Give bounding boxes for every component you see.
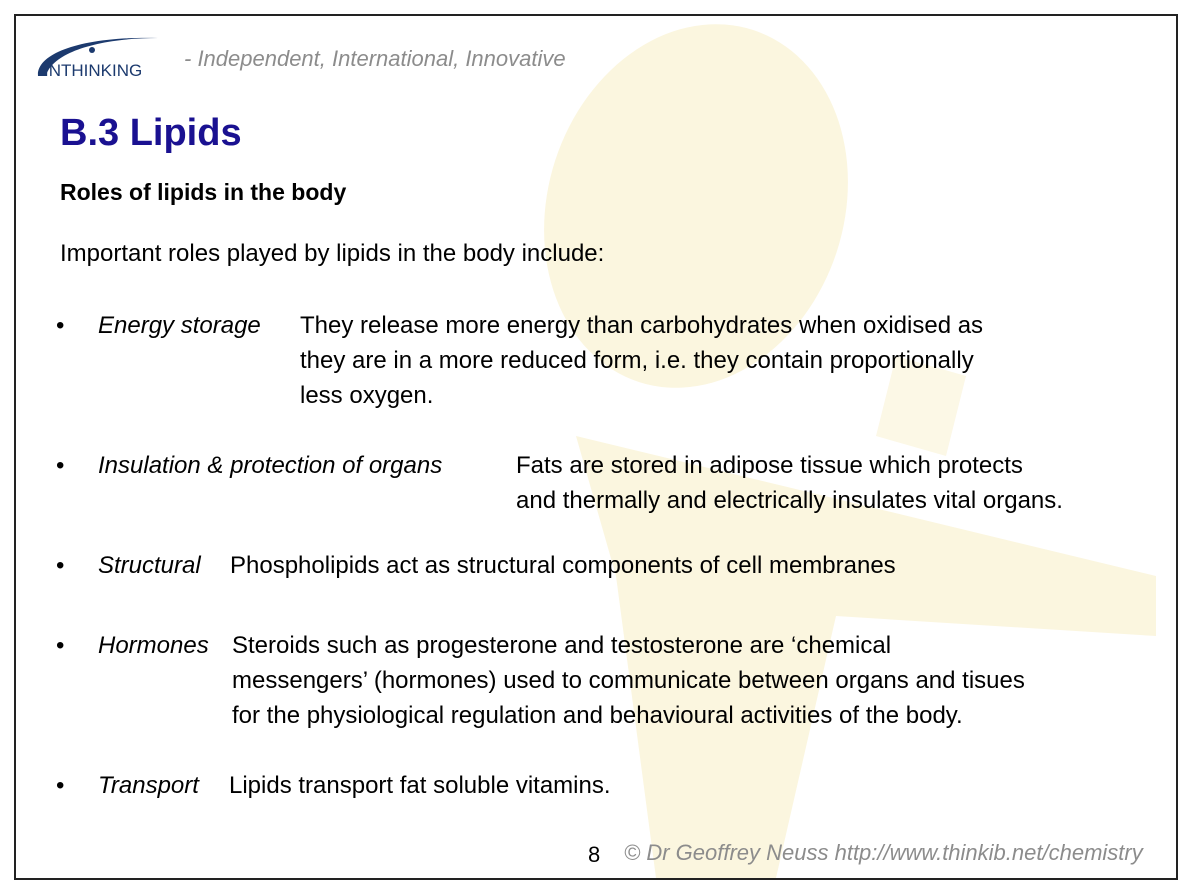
bullet-icon: •	[56, 772, 65, 799]
term-energy-storage: Energy storage	[98, 312, 261, 339]
slide-title: B.3 Lipids	[60, 112, 242, 154]
list-item-structural	[16, 548, 1176, 588]
copyright-notice: © Dr Geoffrey Neuss http://www.thinkib.net/chemistry	[624, 840, 1143, 865]
list-item-transport	[16, 768, 1176, 808]
intro-text: Important roles played by lipids in the body include:	[60, 240, 605, 267]
bullet-icon: •	[56, 312, 65, 339]
logo-swoosh-icon	[30, 24, 190, 84]
description-line: They release more energy than carbohydrates when oxidised as	[300, 312, 984, 339]
term-transport: Transport	[98, 772, 199, 799]
description-line: Phospholipids act as structural components of cell membranes	[230, 552, 896, 579]
bullet-icon: •	[56, 632, 65, 659]
logo-wordmark: INTHINKING	[44, 61, 143, 80]
description-line: Fats are stored in adipose tissue which protects	[516, 452, 1023, 479]
description-line: messengers’ (hormones) used to communicate between organs and tisues	[232, 667, 1025, 694]
term-insulation: Insulation & protection of organs	[98, 452, 443, 479]
list-item-hormones	[16, 628, 1176, 738]
list-item-energy-storage	[16, 308, 1176, 418]
description-line: they are in a more reduced form, i.e. they contain proportionally	[300, 347, 974, 374]
term-hormones: Hormones	[98, 632, 209, 659]
description-line: for the physiological regulation and behavioural activities of the body.	[232, 702, 963, 729]
inthinking-logo	[30, 24, 190, 84]
description-line: Steroids such as progesterone and testosterone are ‘chemical	[232, 632, 892, 659]
tagline: - Independent, International, Innovative	[184, 46, 566, 71]
term-structural: Structural	[98, 552, 201, 579]
bullet-icon: •	[56, 552, 65, 579]
description-line: less oxygen.	[300, 382, 434, 409]
description-line: and thermally and electrically insulates vital organs.	[516, 487, 1063, 514]
slide	[14, 14, 1178, 880]
page-number: 8	[588, 842, 601, 867]
slide-subtitle: Roles of lipids in the body	[60, 179, 347, 205]
list-item-insulation	[16, 448, 1176, 523]
bullet-icon: •	[56, 452, 65, 479]
description-line: Lipids transport fat soluble vitamins.	[229, 772, 611, 799]
